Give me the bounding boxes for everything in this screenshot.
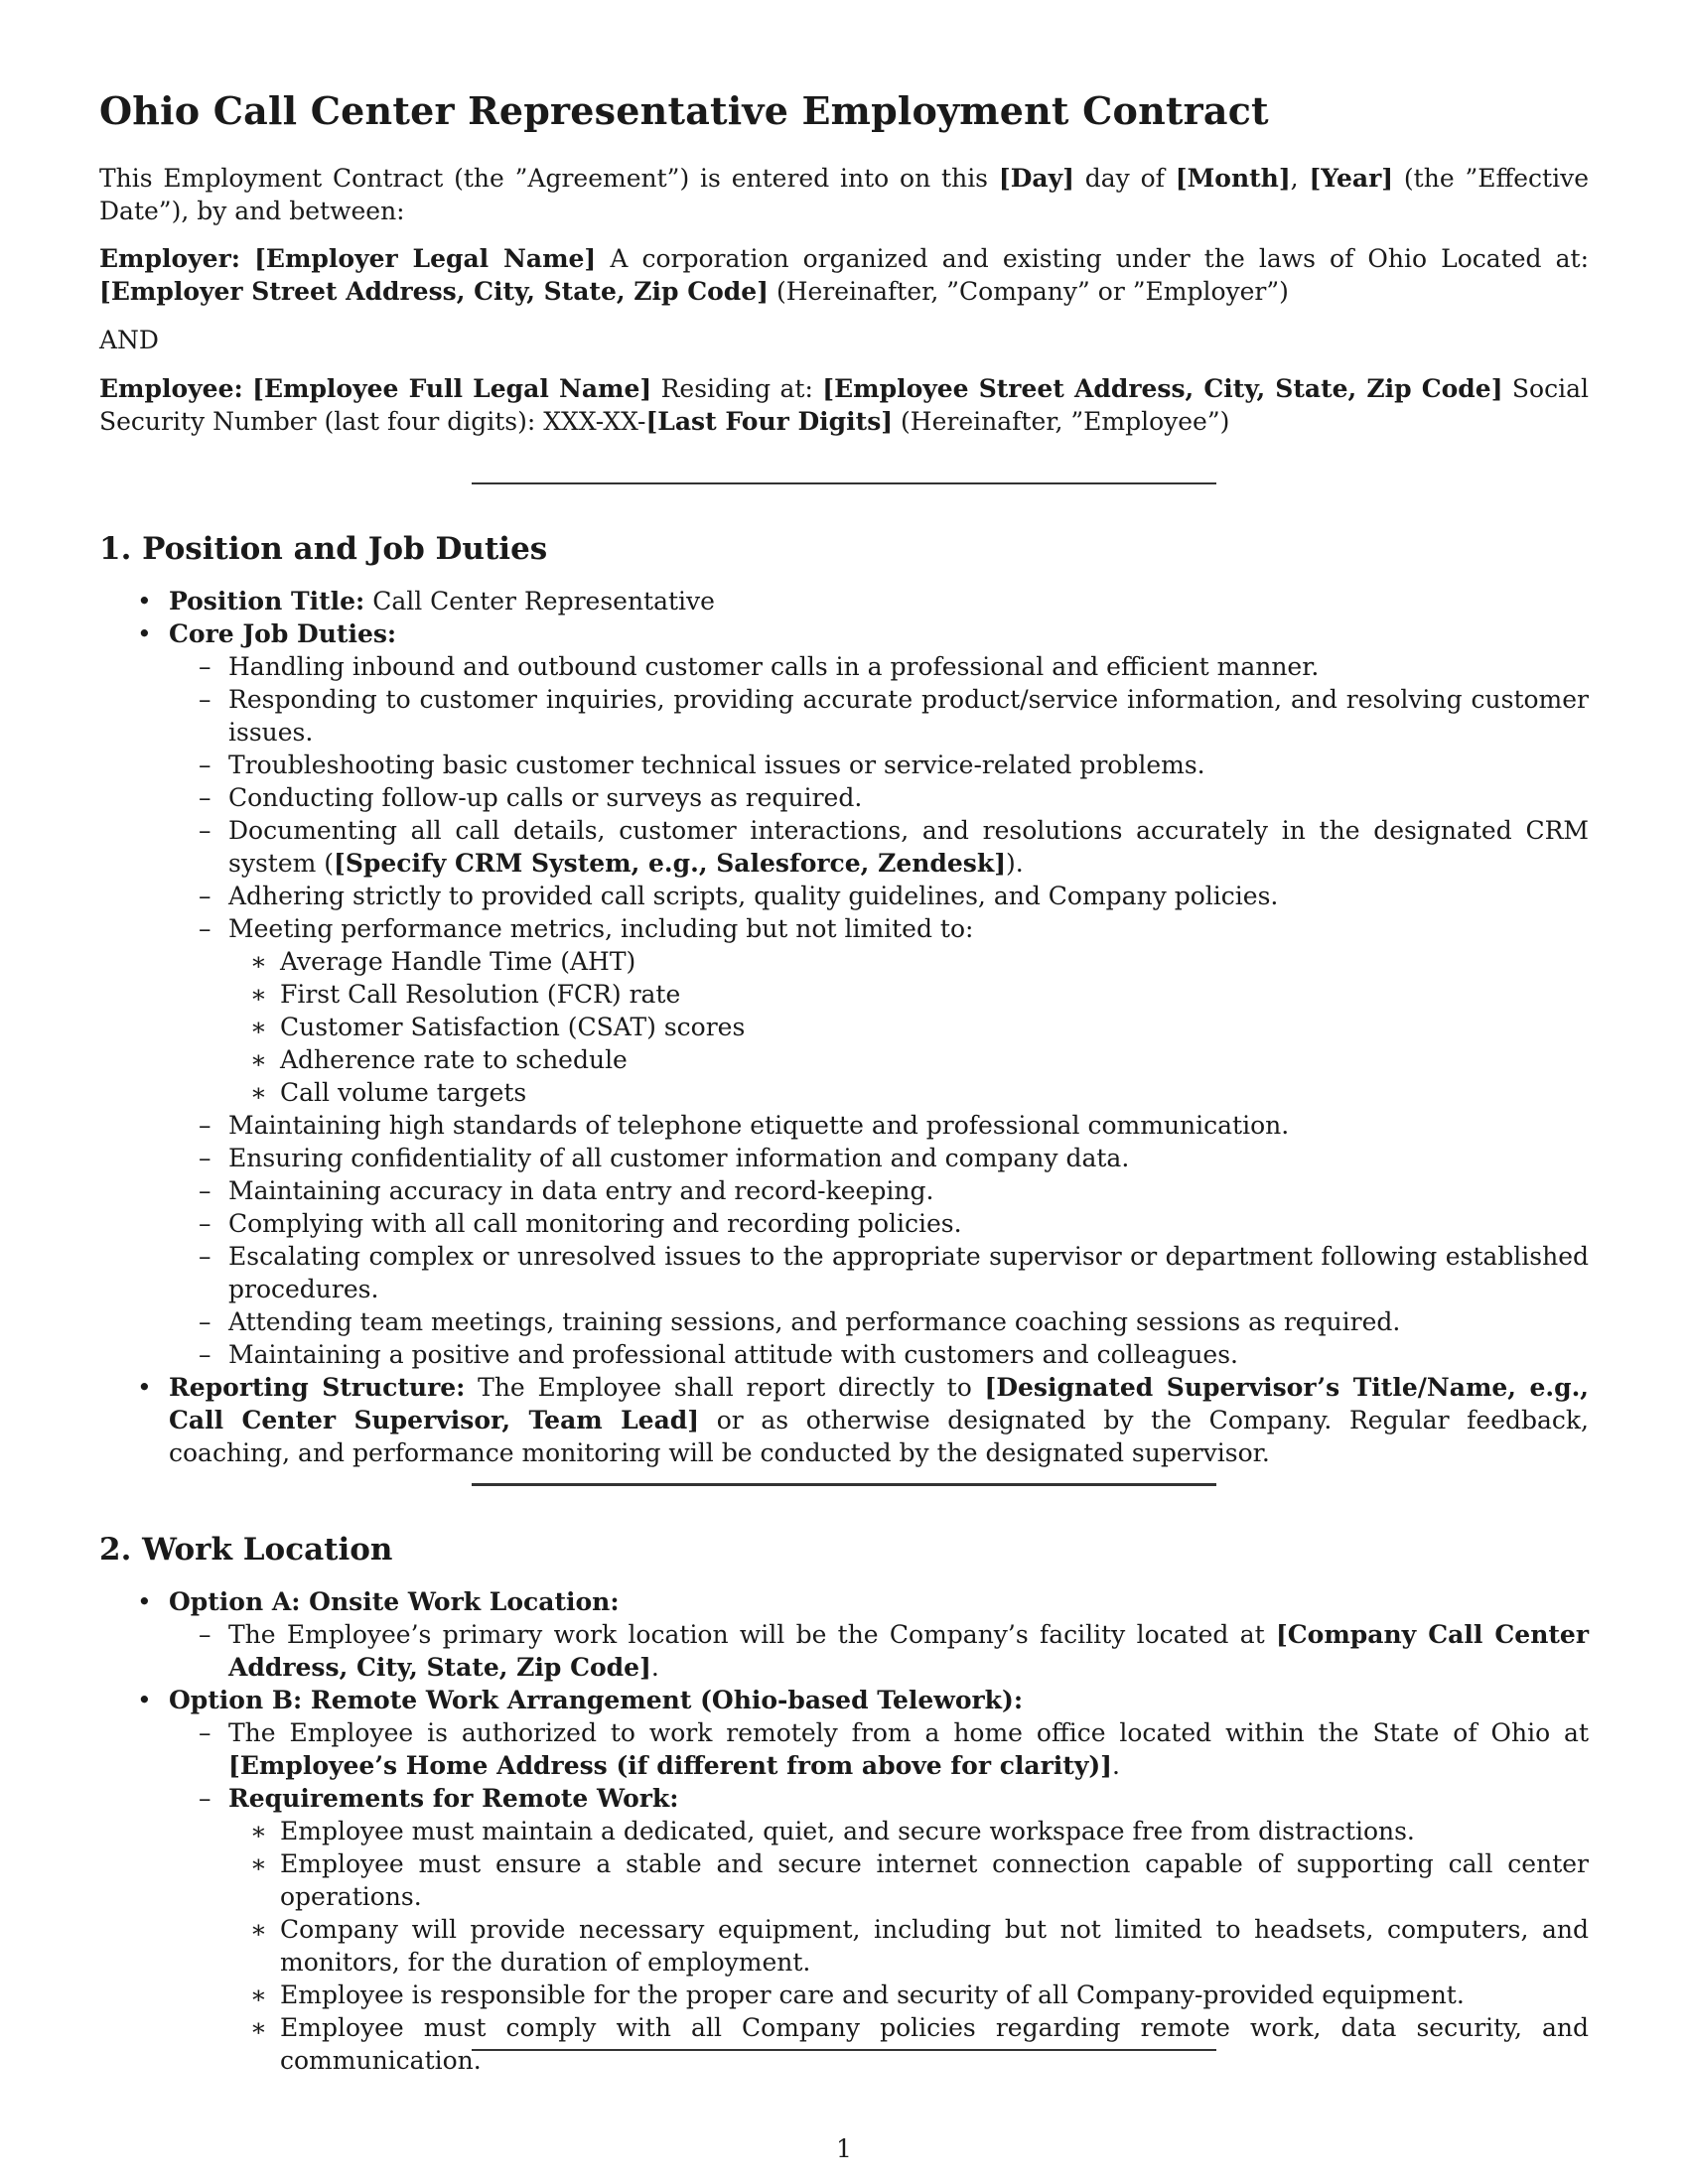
ssn-placeholder: [Last Four Digits] [645,407,894,436]
employee-name-placeholder: [Employee Full Legal Name] [252,374,652,403]
list-item [99,585,1589,617]
remote-requirements-label: Requirements for Remote Work: [228,1784,679,1813]
reporting-text: or as otherwise designated by the Company. Regular feedback, coaching, and performance monitoring will be conducted by the designated supervisor. [169,1406,1589,1467]
option-a-text: The Employee’s primary work location will be the Company’s facility located at [228,1620,1276,1649]
duty-item: – Ensuring confidentiality of all customer information and company data. [99,1142,1589,1174]
option-b-text: The Employee is authorized to work remotely from a home office located within the State of Ohio at [228,1718,1589,1747]
horizontal-divider [472,1483,1216,1486]
duty-item: – Handling inbound and outbound customer calls in a professional and efficient manner. [99,650,1589,683]
employer-name-placeholder: [Employer Legal Name] [254,244,597,273]
requirement-item: ∗ Employee is responsible for the proper care and security of all Company-provided equipment. [99,1979,1589,2011]
metric-item: ∗ Average Handle Time (AHT) [99,945,1589,978]
position-title-value: Call Center Representative [364,587,715,615]
intro-text: day of [1073,164,1176,193]
duty-item: – Escalating complex or unresolved issues to the appropriate supervisor or department following established procedures. [99,1240,1589,1305]
day-placeholder: [Day] [998,164,1074,193]
employer-text: (Hereinafter, ”Company” or ”Employer”) [769,277,1289,306]
contract-page [99,0,1589,2184]
home-address-placeholder: [Employee’s Home Address (if different from above for clarity)] [228,1751,1113,1780]
metric-item: ∗ First Call Resolution (FCR) rate [99,978,1589,1011]
employer-label: Employer: [99,244,240,273]
crm-placeholder: [Specify CRM System, e.g., Salesforce, Zendesk] [334,849,1007,878]
option-b-item [99,1716,1589,1782]
employee-text: (Hereinafter, ”Employee”) [893,407,1230,436]
employer-text: A corporation organized and existing under the laws of Ohio Located at: [596,244,1590,273]
month-placeholder: [Month] [1175,164,1291,193]
document-title: Ohio Call Center Representative Employment Contract [99,88,1269,133]
duty-item: – Maintaining high standards of telephone etiquette and professional communication. [99,1109,1589,1142]
option-a-text: . [650,1653,659,1682]
employee-label: Employee: [99,374,243,403]
list-item [99,1371,1589,1469]
reporting-text: The Employee shall report directly to [465,1373,985,1402]
employee-text: Social Security Number (last four digits): XXX-XX- [99,374,1589,436]
duty-item: – Maintaining accuracy in data entry and record-keeping. [99,1174,1589,1207]
employer-address-placeholder: [Employer Street Address, City, State, Zip Code] [99,277,769,306]
duty-item: – Troubleshooting basic customer technical issues or service-related problems. [99,749,1589,781]
option-b-label: Option B: Remote Work Arrangement (Ohio-based Telework): [169,1686,1024,1714]
list-item [99,1684,1589,1716]
option-a-item [99,1618,1589,1684]
section-1-body [99,585,1589,1469]
requirement-item: ∗ Employee must maintain a dedicated, quiet, and secure workspace free from distractions. [99,1815,1589,1847]
employer-paragraph [99,242,1589,308]
metric-item: ∗ Customer Satisfaction (CSAT) scores [99,1011,1589,1043]
duty-item: – Conducting follow-up calls or surveys as required. [99,781,1589,814]
list-item [99,617,1589,650]
duty-item: – Complying with all call monitoring and recording policies. [99,1207,1589,1240]
duty-item [99,814,1589,880]
horizontal-divider [472,2049,1216,2051]
position-title-label: Position Title: [169,587,365,615]
intro-text: This Employment Contract (the ”Agreement”) is entered into on this [99,164,999,193]
intro-text: (the ”Effective Date”), by and between: [99,164,1589,225]
call-center-address-placeholder: [Company Call Center Address, City, State, Zip Code] [228,1620,1589,1682]
page-number: 1 [836,2134,852,2163]
metric-item: ∗ Call volume targets [99,1076,1589,1109]
section-2-heading: 2. Work Location [99,1532,393,1568]
section-2-body [99,1585,1589,2077]
horizontal-divider [472,482,1216,484]
option-b-text: . [1112,1751,1120,1780]
list-item [99,1585,1589,1618]
and-text: AND [99,326,159,354]
option-a-label: Option A: Onsite Work Location: [169,1587,620,1616]
employee-text: Residing at: [651,374,823,403]
duty-item: – Responding to customer inquiries, providing accurate product/service information, and resolving customer issues. [99,683,1589,749]
reporting-structure-label: Reporting Structure: [169,1373,466,1402]
crm-text: ). [1006,849,1024,878]
core-duties-label: Core Job Duties: [169,619,397,648]
duty-item: – Attending team meetings, training sessions, and performance coaching sessions as required. [99,1305,1589,1338]
year-placeholder: [Year] [1309,164,1394,193]
duty-item: – Maintaining a positive and professional attitude with customers and colleagues. [99,1338,1589,1371]
supervisor-placeholder: [Designated Supervisor’s Title/Name, e.g., Call Center Supervisor, Team Lead] [169,1373,1589,1434]
metric-item: ∗ Adherence rate to schedule [99,1043,1589,1076]
section-1-heading: 1. Position and Job Duties [99,531,548,567]
requirement-item: ∗ Company will provide necessary equipment, including but not limited to headsets, computers, and monitors, for the duration of employment. [99,1913,1589,1979]
employee-paragraph [99,372,1589,438]
duty-item: – Meeting performance metrics, including but not limited to: [99,912,1589,945]
requirement-item: ∗ Employee must comply with all Company policies regarding remote work, data security, and communication. [99,2011,1589,2077]
employee-address-placeholder: [Employee Street Address, City, State, Zip Code] [822,374,1503,403]
crm-text: Documenting all call details, customer interactions, and resolutions accurately in the designated CRM system ( [228,816,1589,878]
option-b-item [99,1782,1589,1815]
requirement-item: ∗ Employee must ensure a stable and secure internet connection capable of supporting call center operations. [99,1847,1589,1913]
duty-item: – Adhering strictly to provided call scripts, quality guidelines, and Company policies. [99,880,1589,912]
intro-paragraph [99,162,1589,227]
intro-text: , [1290,164,1310,193]
